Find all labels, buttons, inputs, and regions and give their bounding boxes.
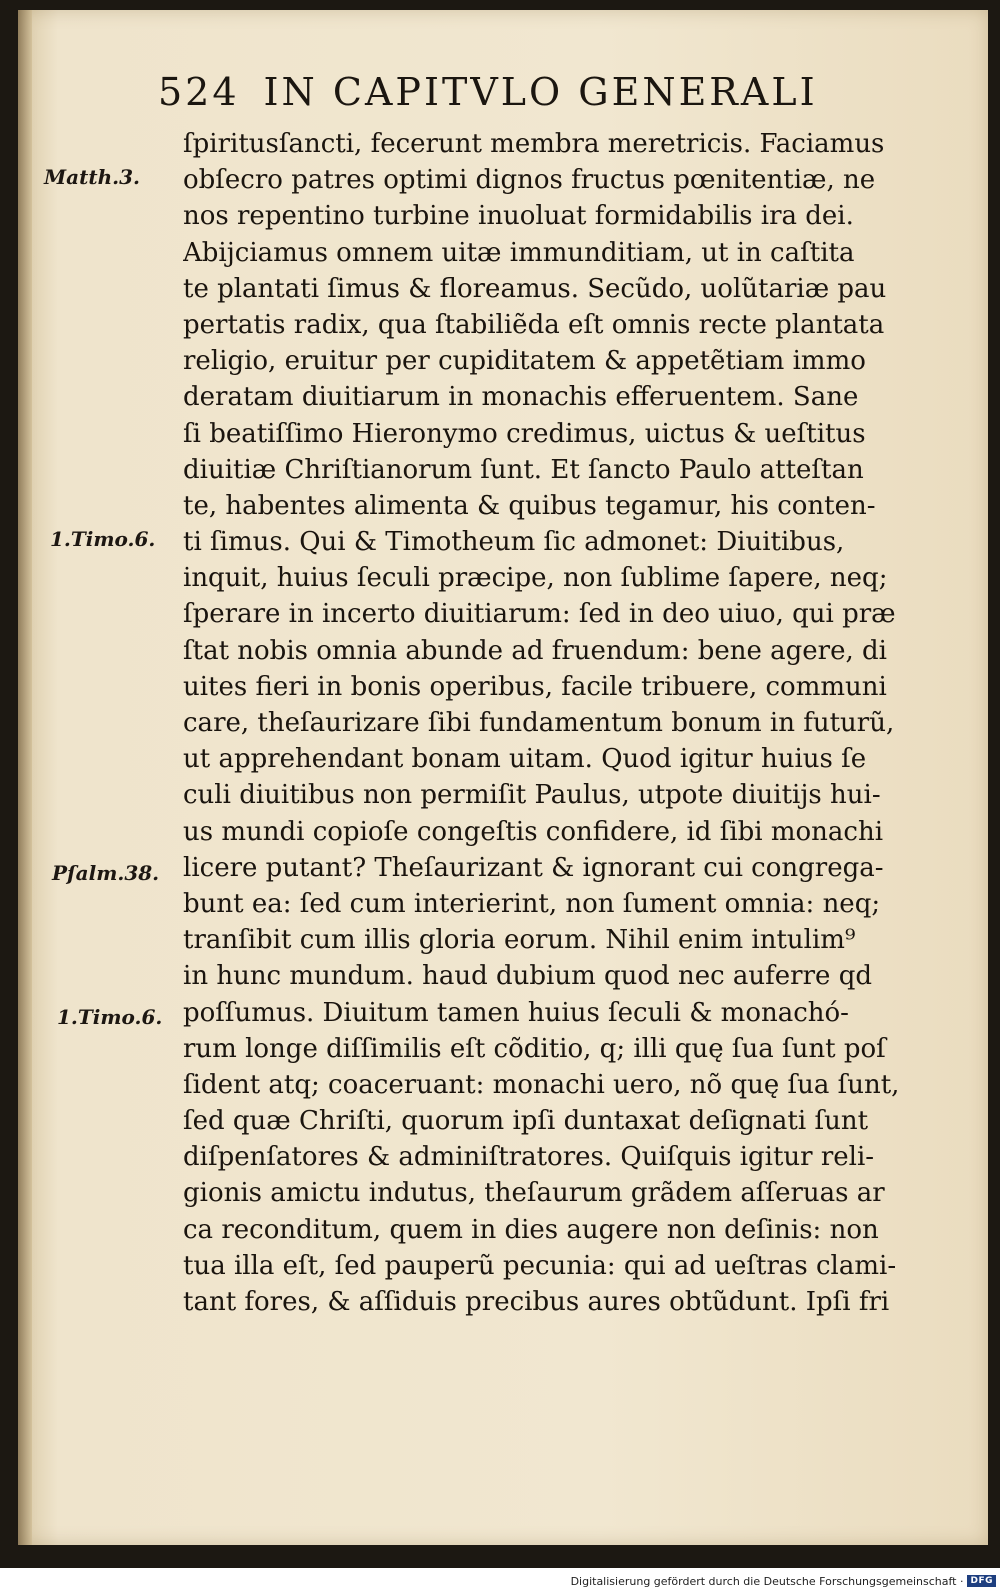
margin-note: Pſalm.38. [52,861,160,885]
text-line: obſecro patres optimi dignos fructus pœnitentiæ, ne [183,165,876,196]
text-line: ut apprehendant bonam uitam. Quod igitur huius ſe [183,744,867,775]
text-line: bunt ea: ſed cum interierint, non ſument omnia: neq; [183,888,881,919]
page-edge [18,10,32,1545]
text-line: us mundi copioſe congeſtis confidere, id ſibi monachi [183,816,884,847]
text-line: poſſumus. Diuitum tamen huius ſeculi & monachó- [183,997,849,1028]
text-line: ſpiritusſancti, fecerunt membra meretricis. Faciamus [183,129,885,159]
footer-credit: Digitalisierung gefördert durch die Deutsche Forschungsgemeinschaft · [570,1574,964,1588]
running-title: IN CAPITVLO GENERALI [263,70,818,114]
text-line: tranſibit cum illis gloria eorum. Nihil enim intulim⁹ [183,925,856,956]
text-line: in hunc mundum. haud dubium quod nec auferre qd [183,961,872,992]
text-line: Abijciamus omnem uitæ immunditiam, ut in caſtita [183,237,855,268]
margin-note: 1.Timo.6. [57,1005,163,1029]
text-line: deratam diuitiarum in monachis efferuentem. Sane [183,382,859,413]
text-line: ſi beatiſſimo Hieronymo credimus, uictus & ueſtitus [183,418,866,449]
text-line: te plantati ſimus & floreamus. Secũdo, uolũtariæ pau [183,273,887,304]
text-line: diſpenſatores & adminiſtratores. Quiſquis igitur reli- [183,1142,875,1173]
text-line: ſperare in incerto diuitiarum: ſed in deo uiuo, qui præ [183,599,896,630]
text-line: religio, eruitur per cupiditatem & appetẽtiam immo [183,346,866,377]
text-line: gionis amictu indutus, theſaurum grãdem aſſeruas ar [183,1178,885,1209]
text-line: licere putant? Theſaurizant & ignorant cui congrega- [183,852,884,883]
running-head [158,70,858,120]
text-line: nos repentino turbine inuoluat formidabilis ira dei. [183,201,854,232]
text-line: culi diuitibus non permiſit Paulus, utpote diuitijs hui- [183,780,881,811]
margin-note: Matth.3. [44,165,140,189]
text-line: pertatis radix, qua ſtabiliẽda eſt omnis recte plantata [183,309,885,340]
dfg-logo: DFG [967,1575,996,1587]
text-line: ſtat nobis omnia abunde ad fruendum: bene agere, di [183,635,887,666]
text-line: tant fores, & aſſiduis precibus aures obtũdunt. Ipſi fri [183,1287,890,1317]
text-line: ſident atq; coaceruant: monachi uero, nõ quę ſua ſunt, [183,1069,900,1100]
text-line: ca reconditum, quem in dies augere non deſinis: non [183,1214,879,1245]
body-text [183,126,905,1320]
digitization-footer [571,1572,996,1590]
text-line: ſed quæ Chriſti, quorum ipſi duntaxat deſignati ſunt [183,1106,869,1137]
text-line: uites fieri in bonis operibus, facile tribuere, communi [183,671,887,702]
text-line: ti ſimus. Qui & Timotheum ſic admonet: Diuitibus, [183,527,845,558]
text-line: care, theſaurizare ſibi fundamentum bonum in futurũ, [183,708,895,738]
text-line: diuitiæ Chriſtianorum ſunt. Et ſancto Paulo atteſtan [183,454,864,485]
text-line: te, habentes alimenta & quibus tegamur, his conten- [183,490,876,521]
text-line: inquit, huius ſeculi præcipe, non ſublime ſapere, neq; [183,563,888,594]
text-line: tua illa eſt, ſed pauperũ pecunia: qui ad ueſtras clami- [183,1250,897,1281]
text-line: rum longe diſſimilis eſt cõditio, q; illi quę ſua ſunt poſ [183,1033,886,1064]
page-number: 524 [158,70,240,114]
margin-note: 1.Timo.6. [50,527,156,551]
